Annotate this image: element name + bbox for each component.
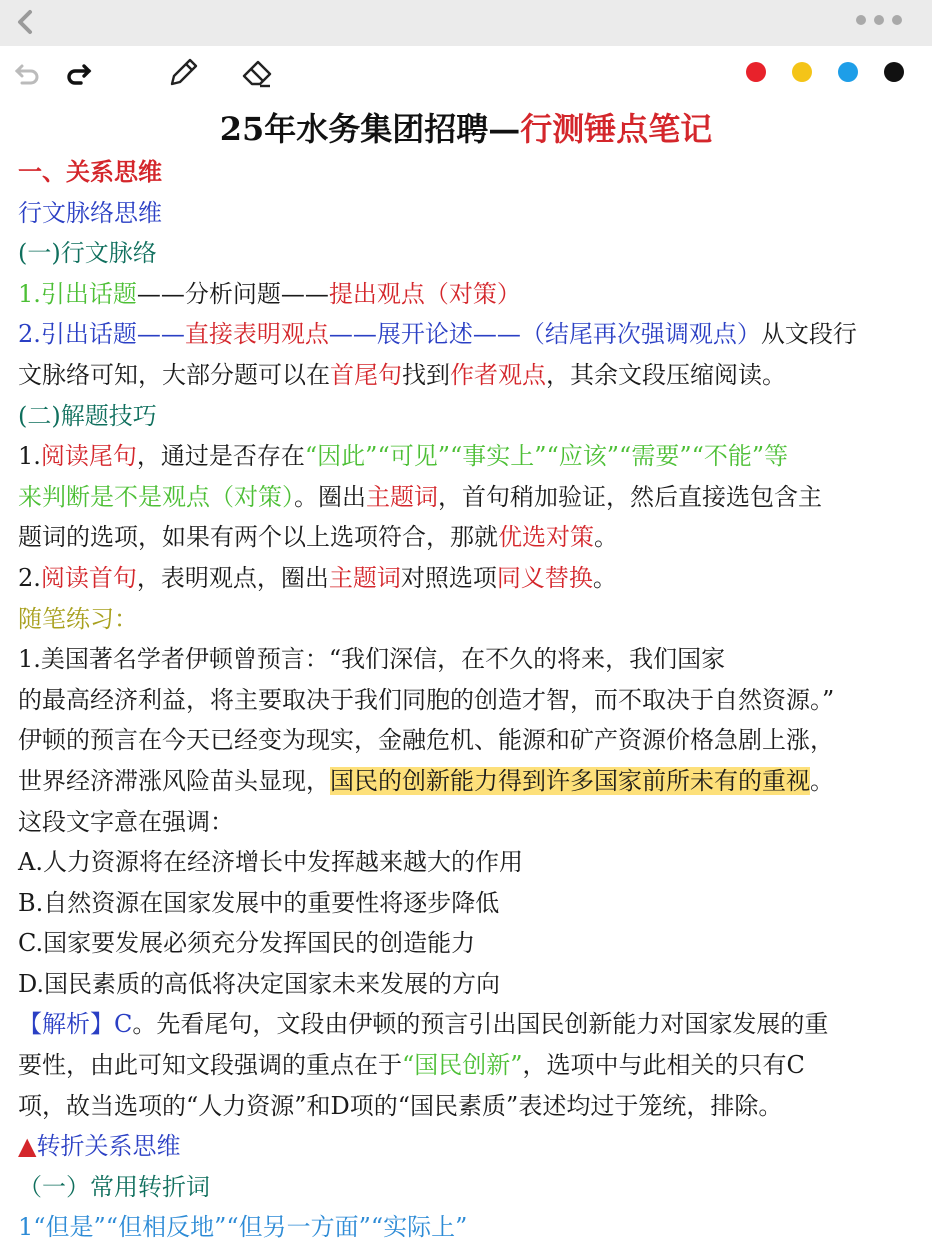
option-c: C.国家要发展必须充分发挥国民的创造能力 [18, 929, 476, 958]
note-line: 题词的选项，如果有两个以上选项符合，那就优选对策。 [18, 523, 618, 552]
question-line: 1.美国著名学者伊顿曾预言：“我们深信，在不久的将来，我们国家 [18, 645, 726, 674]
blue-color-swatch[interactable] [838, 62, 858, 82]
question-prompt: 这段文字意在强调： [18, 807, 234, 836]
eraser-icon[interactable] [240, 56, 274, 90]
option-a: A.人力资源将在经济增长中发挥越来越大的作用 [18, 848, 523, 877]
note-line: 文脉络可知，大部分题可以在首尾句找到作者观点，其余文段压缩阅读。 [18, 360, 786, 389]
yellow-color-swatch[interactable] [792, 62, 812, 82]
answer-line: 项，故当选项的“人力资源”和D项的“国民素质”表述均过于笼统，排除。 [18, 1091, 783, 1120]
red-color-swatch[interactable] [746, 62, 766, 82]
question-line: 伊顿的预言在今天已经变为现实，金融危机、能源和矿产资源价格急剧上涨， [18, 726, 834, 755]
subheading-tips: (二)解题技巧 [18, 401, 157, 430]
page-title [0, 104, 932, 150]
note-line: 来判断是不是观点（对策）。圈出主题词，首句稍加验证，然后直接选包含主 [18, 482, 822, 511]
option-d: D.国民素质的高低将决定国家未来发展的方向 [18, 969, 501, 998]
section-heading-turn: ▲转折关系思维 [18, 1132, 181, 1161]
question-line: 的最高经济利益，将主要取决于我们同胞的创造才智，而不取决于自然资源。” [18, 685, 835, 714]
practice-heading: 随笔练习： [18, 604, 138, 633]
triangle-icon: ▲ [18, 1132, 37, 1161]
subsection-heading: 行文脉络思维 [18, 198, 162, 227]
note-content [18, 152, 918, 1248]
title-highlight: 行测锤点笔记 [520, 110, 713, 148]
title-main: 25年水务集团招聘— [219, 110, 521, 148]
section-heading: 一、关系思维 [18, 157, 162, 186]
subheading-turn-words: （一）常用转折词 [18, 1172, 210, 1201]
answer-line: 要性，由此可知文段强调的重点在于“国民创新”，选项中与此相关的只有C [18, 1051, 805, 1080]
note-line: 2.引出话题——直接表明观点——展开论述——（结尾再次强调观点）从文段行 [18, 320, 857, 349]
more-dots-icon[interactable] [856, 15, 902, 25]
note-line: 1.阅读尾句，通过是否存在“因此”“可见”“事实上”“应该”“需要”“不能”等 [18, 442, 789, 471]
top-bar [0, 0, 932, 46]
back-chevron-icon[interactable] [12, 8, 40, 36]
option-b: B.自然资源在国家发展中的重要性将逐步降低 [18, 888, 500, 917]
highlighted-text: 国民的创新能力得到许多国家前所未有的重视 [330, 766, 810, 795]
word-list-line: 1“但是”“但相反地”“但另一方面”“实际上” [18, 1213, 468, 1242]
question-line: 世界经济滞涨风险苗头显现，国民的创新能力得到许多国家前所未有的重视。 [18, 766, 834, 795]
redo-icon[interactable] [62, 56, 96, 90]
note-line: 1.引出话题——分析问题——提出观点（对策） [18, 279, 521, 308]
pencil-icon[interactable] [166, 56, 200, 90]
undo-icon[interactable] [10, 56, 44, 90]
subheading-flow: (一)行文脉络 [18, 239, 157, 268]
note-line: 2.阅读首句，表明观点，圈出主题词对照选项同义替换。 [18, 563, 617, 592]
black-color-swatch[interactable] [884, 62, 904, 82]
answer-line: 【解析】C。先看尾句，文段由伊顿的预言引出国民创新能力对国家发展的重 [18, 1010, 829, 1039]
